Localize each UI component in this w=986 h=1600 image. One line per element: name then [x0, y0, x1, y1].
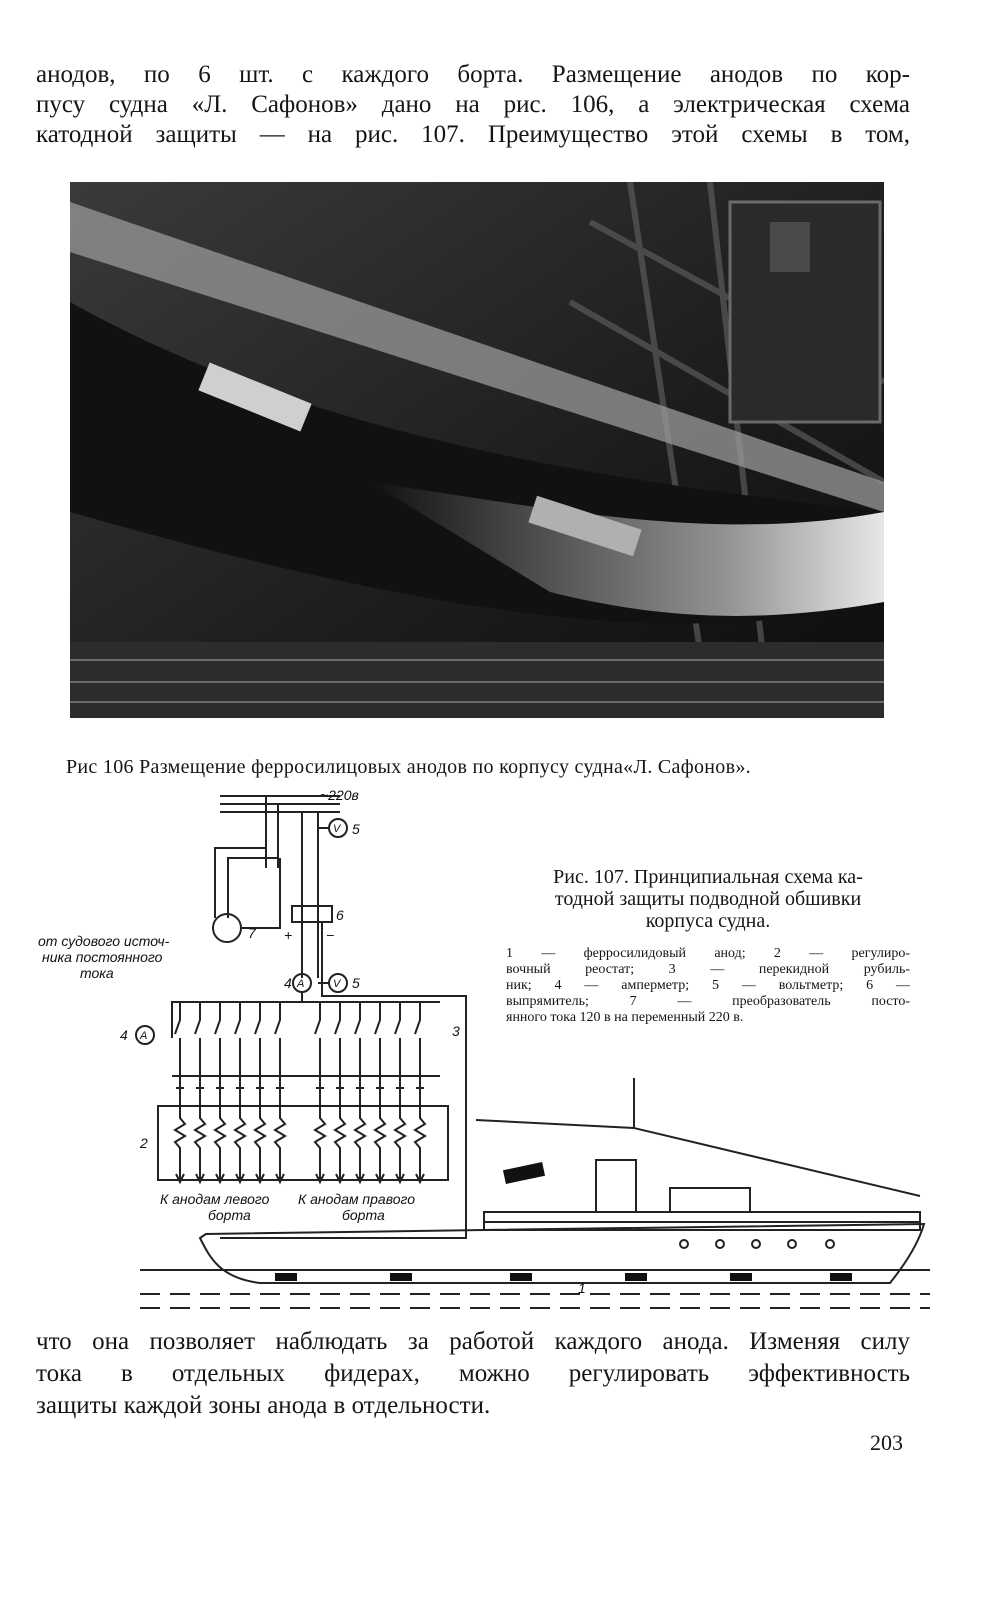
- label-n4-main: 4: [284, 975, 292, 991]
- label-n2: 2: [140, 1135, 148, 1151]
- label-left-side-1: К анодам левого: [160, 1191, 270, 1207]
- feeder-line: [395, 1002, 405, 1182]
- feeder-line: [315, 1002, 325, 1182]
- label-minus: −: [326, 927, 335, 943]
- voltmeter-symbol-bottom: V: [333, 978, 341, 990]
- figure-107-caption: [506, 866, 910, 932]
- text-line: защиты каждой зоны анода в отдельности.: [36, 1392, 491, 1419]
- label-n3: 3: [452, 1023, 460, 1039]
- label-n1: 1: [578, 1280, 586, 1296]
- feeder-line: [255, 1002, 265, 1182]
- text-line: пусу судна «Л. Сафонов» дано на рис. 106, а электрическая схема: [36, 91, 910, 118]
- label-n5-bottom: 5: [352, 975, 360, 991]
- page-number: 203: [870, 1430, 903, 1455]
- feeder-line: [355, 1002, 365, 1182]
- label-source-2: ника постоянного: [42, 949, 163, 965]
- legend-line: выпрямитель; 7 — преобразователь посто-: [506, 994, 910, 1009]
- caption-line: Рис. 107. Принципиальная схема ка-: [553, 866, 863, 888]
- label-n4-left: 4: [120, 1027, 128, 1043]
- feeder-line: [195, 1002, 205, 1182]
- label-n6: 6: [336, 907, 344, 923]
- text-line: катодной защиты — на рис. 107. Преимущество этой схемы в том,: [36, 121, 910, 148]
- figure-106-photo: [70, 182, 884, 718]
- legend-line: ник; 4 — амперметр; 5 — вольтметр; 6 —: [506, 978, 910, 993]
- ammeter-symbol-main: A: [297, 978, 305, 990]
- voltmeter-symbol-top: V: [333, 823, 341, 835]
- caption-line: тодной защиты подводной обшивки: [554, 888, 862, 910]
- figure-106-caption: Рис 106 Размещение ферросилицовых анодов по корпусу судна«Л. Сафонов».: [66, 756, 751, 778]
- feeder-line: [175, 1002, 185, 1182]
- ammeter-symbol-left: A: [140, 1030, 148, 1042]
- text-line: что она позволяет наблюдать за работой каждого анода. Изменяя силу: [36, 1328, 910, 1355]
- label-plus: +: [284, 927, 293, 943]
- legend-line: вочный реостат; 3 — перекидной рубиль-: [506, 962, 910, 977]
- feeder-line: [215, 1002, 225, 1182]
- text-line: тока в отдельных фидерах, можно регулировать эффективность: [36, 1360, 910, 1387]
- label-source-1: от судового источ-: [38, 933, 170, 949]
- top-paragraph: [36, 60, 910, 150]
- legend-line: 1 — ферросилидовый анод; 2 — регулиро-: [506, 946, 910, 961]
- label-source-3: тока: [80, 965, 114, 981]
- label-n7: 7: [248, 925, 256, 941]
- label-left-side-2: борта: [208, 1207, 251, 1223]
- label-right-side-2: борта: [342, 1207, 385, 1223]
- feeder-line: [415, 1002, 425, 1182]
- feeder-line: [275, 1002, 285, 1182]
- label-right-side-1: К анодам правого: [298, 1191, 416, 1207]
- text-line: анодов, по 6 шт. с каждого борта. Размещение анодов по кор-: [36, 61, 910, 88]
- feeder-line: [335, 1002, 345, 1182]
- bottom-paragraph: [36, 1326, 910, 1422]
- figure-107-legend: [506, 946, 910, 1026]
- feeder-line: [375, 1002, 385, 1182]
- caption-line: корпуса судна.: [645, 910, 771, 932]
- label-supply: ~220в: [320, 788, 359, 803]
- feeder-line: [235, 1002, 245, 1182]
- legend-line: янного тока 120 в на переменный 220 в.: [506, 1010, 744, 1025]
- label-n5-top: 5: [352, 821, 360, 837]
